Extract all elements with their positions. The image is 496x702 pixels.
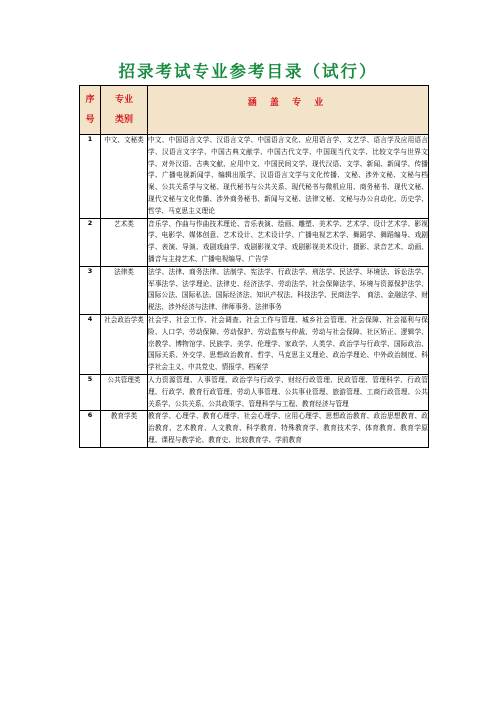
row-number: 4 (80, 314, 101, 374)
row-category: 法律类 (101, 266, 148, 314)
row-number: 1 (80, 135, 101, 219)
row-category: 艺术类 (101, 218, 148, 266)
table-row (80, 135, 429, 219)
row-majors: 社会学、社会工作、社会调查、社会工作与管理、城乡社会管理、社会保障、社会福利与保险、人口学、劳动保障、劳动保护、劳动监察与仲裁、劳动与社会保障、社区矫正、逻辑学、宗教学、博物馆学、民族学、美学、伦理学、家政学、人类学、政治学与行政学、国际政治、国际关系、外交学、思想政治教育、哲学、马克思主义理论、政治学理论、中外政治制度、科学社会主义、中共党史、情报学、档案学 (148, 314, 429, 374)
header-scope-label: 涵 盖 专 业 (247, 97, 329, 108)
row-majors: 音乐学、作曲与作曲技术理论、音乐表演、绘画、雕塑、美术学、艺术学、设计艺术学、影视学、电影学、媒体创意、艺术设计、艺术设计学、广播电视艺术学、舞蹈学、舞蹈编导、戏剧学、表演、导演、戏剧戏曲学、戏剧影视文学、戏剧影视美术设计、摄影、录音艺术、动画、播音与主持艺术、广播电视编导、广告学 (148, 218, 429, 266)
header-scope (148, 86, 429, 135)
row-number: 3 (80, 266, 101, 314)
row-majors: 教育学、心理学、教育心理学、社会心理学、应用心理学、思想政治教育、政治思想教育、政治教育、艺术教育、人文教育、科学教育、特殊教育学、教育技术学、体育教育、教育学原理、课程与教学论、教育史、比较教育学、学前教育 (148, 411, 429, 447)
table-row (80, 314, 429, 374)
header-number (80, 86, 101, 135)
header-number-line2: 号 (85, 115, 95, 125)
row-category: 中文、文秘类 (101, 135, 148, 219)
major-catalog-table (79, 85, 429, 448)
row-number: 2 (80, 218, 101, 266)
header-category-line2: 类别 (114, 115, 133, 125)
table-row (80, 411, 429, 447)
header-category (101, 86, 148, 135)
row-number: 6 (80, 411, 101, 447)
row-category: 公共管理类 (101, 374, 148, 410)
table-header-row (80, 86, 429, 135)
table-row (80, 218, 429, 266)
header-number-line1: 序 (85, 95, 95, 105)
row-category: 社会政治学类 (101, 314, 148, 374)
header-category-line1: 专业 (114, 95, 133, 105)
document-title: 招录考试专业参考目录（试行） (118, 62, 378, 81)
row-majors: 法学、法律、商务法律、法制学、宪法学、行政法学、刑法学、民法学、环境法、诉讼法学、军事法学、法学理论、法律史、经济法学、劳动法学、社会保障法学、环境与资源保护法学、国际公法、国际私法、国际经济法、知识产权法、科技法学、民商法学、 商法、金融法学、财税法、涉外经济与法律、律师事务、法律事务 (148, 266, 429, 314)
row-majors: 人力资源管理、人事管理、政治学与行政学、财经行政管理、民政管理、管理科学、行政管理、行政学、教育行政管理、劳动人事管理、公共事业管理、旅游管理、工商行政管理、公共关系学、公共关系、公共政策学、管理科学与工程、教育经济与管理 (148, 374, 429, 410)
table-row (80, 374, 429, 410)
row-majors: 中文、中国语言文学、汉语言文学、中国语言文化、应用语言学、文艺学、语言学及应用语言学、汉语言文字学、中国古典文献学、中国古代文学、中国现当代文学、比较文学与世界文学、对外汉语、古典文献、应用中文、中国民间文学、现代汉语、文学、新闻、新闻学、传播学、广播电视新闻学、编辑出版学、汉语语言文学与文化传播、文秘、涉外文秘、文秘与档案、公共关系学与文秘、现代秘书与公共关系、现代秘书与微机应用、商务秘书、现代文秘、现代文秘与文化传播、涉外商务秘书、新闻与文秘、法律文秘、文秘与办公自动化、历史学、哲学、马克思主义理论 (148, 135, 429, 219)
row-number: 5 (80, 374, 101, 410)
table-row (80, 266, 429, 314)
row-category: 教育学类 (101, 411, 148, 447)
